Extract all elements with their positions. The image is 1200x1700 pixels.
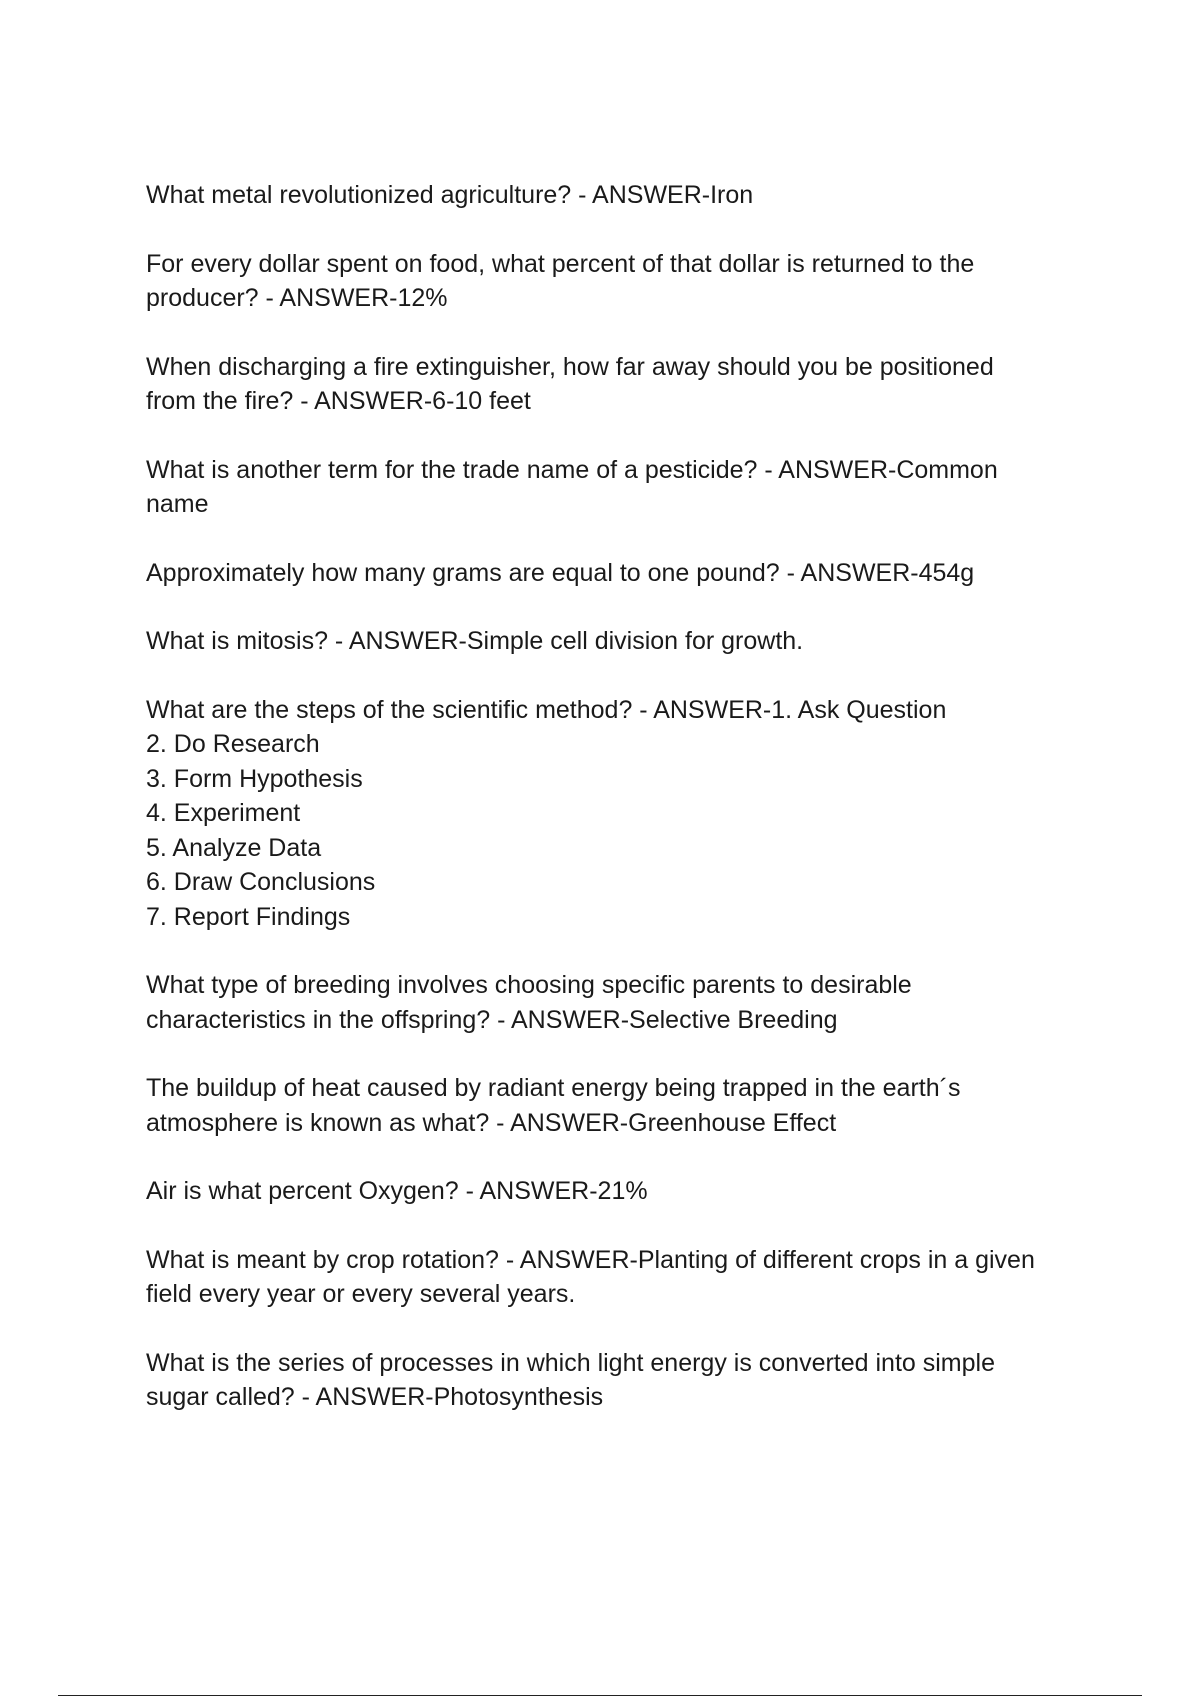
qa-entry-crop-rotation: What is meant by crop rotation? - ANSWER-Planting of different crops in a given field every year or every several years. [146, 1245, 1035, 1308]
qa-entry-oxygen-percent: Air is what percent Oxygen? - ANSWER-21% [146, 1177, 648, 1205]
qa-entry-food-dollar: For every dollar spent on food, what percent of that dollar is returned to the producer? - ANSWER-12% [146, 249, 975, 312]
qa-entry-mitosis: What is mitosis? - ANSWER-Simple cell division for growth. [146, 627, 804, 655]
qa-entry-fire-extinguisher: When discharging a fire extinguisher, how far away should you be positioned from the fire? - ANSWER-6-10 feet [146, 352, 994, 415]
qa-entry-scientific-method: What are the steps of the scientific method? - ANSWER-1. Ask Question 2. Do Research 3. Form Hypothesis 4. Experiment 5. Analyze Data 6. Draw Conclusions 7. Report Findings [146, 695, 947, 931]
qa-entry-iron: What metal revolutionized agriculture? - ANSWER-Iron [146, 181, 754, 209]
qa-entry-grams-per-pound: Approximately how many grams are equal to one pound? - ANSWER-454g [146, 558, 975, 587]
page-footer-divider [58, 1695, 1142, 1696]
qa-entry-selective-breeding: What type of breeding involves choosing specific parents to desirable characteristics in the offspring? - ANSWER-Selective Breeding [146, 971, 912, 1034]
qa-entry-photosynthesis: What is the series of processes in which light energy is converted into simple sugar called? - ANSWER-Photosynthesis [146, 1348, 995, 1411]
qa-entry-pesticide-name: What is another term for the trade name of a pesticide? - ANSWER-Common name [146, 455, 998, 518]
document-body [146, 178, 1086, 1449]
qa-entry-greenhouse-effect: The buildup of heat caused by radiant energy being trapped in the earth´s atmosphere is known as what? - ANSWER-Greenhouse Effect [146, 1074, 961, 1137]
